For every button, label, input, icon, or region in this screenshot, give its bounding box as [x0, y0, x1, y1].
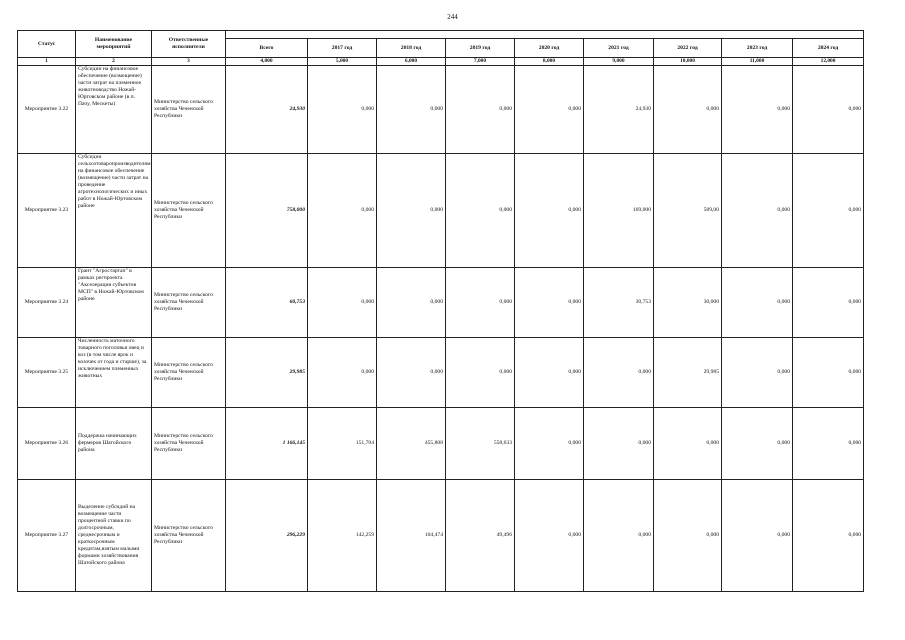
- row-status: Мероприятие 3.27: [18, 479, 76, 591]
- column-number: 3: [152, 58, 226, 66]
- row-value: 0,000: [722, 479, 793, 591]
- row-value: 0,000: [515, 479, 584, 591]
- column-number: 9,000: [584, 58, 654, 66]
- row-executor: Министерство сельского хозяйства Чеченской Республики: [152, 153, 226, 267]
- row-value: 558,633: [446, 407, 515, 479]
- row-executor: Министерство сельского хозяйства Чеченской Республики: [152, 267, 226, 337]
- header-year: 2023 год: [722, 39, 793, 58]
- row-value: 151,704: [308, 407, 377, 479]
- row-value: 0,000: [515, 267, 584, 337]
- column-number: 8,000: [515, 58, 584, 66]
- row-value: 0,000: [515, 65, 584, 153]
- row-total: 1 166,145: [226, 407, 308, 479]
- row-status: Мероприятие 3.25: [18, 337, 76, 407]
- row-value: 142,259: [308, 479, 377, 591]
- header-year: 2024 год: [793, 39, 864, 58]
- row-total: 29,985: [226, 337, 308, 407]
- row-value: 0,000: [584, 337, 654, 407]
- row-value: 49,496: [446, 479, 515, 591]
- row-value: 0,000: [722, 337, 793, 407]
- row-value: 0,000: [308, 267, 377, 337]
- table-row: [18, 153, 864, 267]
- row-status: Мероприятие 3.23: [18, 153, 76, 267]
- page-number: 244: [447, 13, 458, 21]
- budget-table: [17, 30, 864, 592]
- row-value: 0,000: [377, 65, 446, 153]
- row-value: 0,000: [446, 337, 515, 407]
- row-value: 0,000: [377, 153, 446, 267]
- table-row: [18, 407, 864, 479]
- header-year: 2017 год: [308, 39, 377, 58]
- row-status: Мероприятие 3.22: [18, 65, 76, 153]
- column-number: 12,000: [793, 58, 864, 66]
- row-value: 0,000: [308, 153, 377, 267]
- row-value: 0,000: [446, 267, 515, 337]
- row-value: 0,000: [308, 337, 377, 407]
- row-value: 0,000: [446, 153, 515, 267]
- row-name: Субсидии на финансовое обеспечение (возмещение) части затрат на племенное животноводство Ножай-Юртовском районе (в п. Пачу, Мескеты): [76, 65, 152, 153]
- row-value: 0,000: [722, 65, 793, 153]
- row-value: 0,000: [793, 65, 864, 153]
- header-year: 2021 год: [584, 39, 654, 58]
- row-value: 0,000: [584, 479, 654, 591]
- header-name: Наименование мероприятий: [76, 31, 152, 58]
- row-value: 0,000: [308, 65, 377, 153]
- row-value: 0,000: [793, 153, 864, 267]
- row-value: 0,000: [654, 65, 722, 153]
- column-number: 5,000: [308, 58, 377, 66]
- row-value: 0,000: [377, 337, 446, 407]
- row-value: 0,000: [793, 479, 864, 591]
- row-total: 296,229: [226, 479, 308, 591]
- header-executors: Ответственные исполнители: [152, 31, 226, 58]
- row-executor: Министерство сельского хозяйства Чеченской Республики: [152, 337, 226, 407]
- row-value: 104,474: [377, 479, 446, 591]
- column-number: 4,000: [226, 58, 308, 66]
- table-row: [18, 337, 864, 407]
- column-number-row: [18, 58, 864, 66]
- row-executor: Министерство сельского хозяйства Чеченской Республики: [152, 65, 226, 153]
- row-value: 0,000: [722, 153, 793, 267]
- row-value: 0,000: [377, 267, 446, 337]
- table-row: [18, 267, 864, 337]
- row-total: 24,930: [226, 65, 308, 153]
- row-value: 0,000: [654, 407, 722, 479]
- row-value: 0,000: [793, 407, 864, 479]
- row-name: Поддержка начинающих фермеров Шатойского района: [76, 407, 152, 479]
- row-status: Мероприятие 3.26: [18, 407, 76, 479]
- row-name: Грант "Агростартап" в рамках регпроекта "Акселерация субъектов МСП" в Ножай-Юртовском районе: [76, 267, 152, 337]
- table-row: [18, 479, 864, 591]
- row-value: 0,000: [515, 337, 584, 407]
- column-number: 2: [76, 58, 152, 66]
- row-value: 24,930: [584, 65, 654, 153]
- row-value: 589,00: [654, 153, 722, 267]
- column-number: 10,000: [654, 58, 722, 66]
- header-status: Статус: [18, 31, 76, 58]
- row-value: 169,000: [584, 153, 654, 267]
- header-row-top: [18, 31, 864, 39]
- row-name: Выделение субсидий на возмещение части процентной ставки по долгосрочным, среднесрочным и краткосрочным кредитам,взятым малыми формами хозяйствования Шатойского района: [76, 479, 152, 591]
- row-value: 0,000: [722, 407, 793, 479]
- row-value: 0,000: [793, 267, 864, 337]
- row-value: 29,985: [654, 337, 722, 407]
- row-value: 0,000: [722, 267, 793, 337]
- column-number: 6,000: [377, 58, 446, 66]
- row-total: 758,000: [226, 153, 308, 267]
- row-value: 0,000: [654, 479, 722, 591]
- row-value: 0,000: [446, 65, 515, 153]
- header-year: 2020 год: [515, 39, 584, 58]
- table-row: [18, 65, 864, 153]
- header-year: 2022 год: [654, 39, 722, 58]
- row-value: 455,808: [377, 407, 446, 479]
- column-number: 7,000: [446, 58, 515, 66]
- row-value: 0,000: [515, 407, 584, 479]
- header-year: 2019 год: [446, 39, 515, 58]
- row-value: 0,000: [515, 153, 584, 267]
- row-name: [76, 337, 152, 407]
- row-executor: Министерство сельского хозяйства Чеченской Республики: [152, 407, 226, 479]
- row-executor: Министерство сельского хозяйства Чеченской Республики: [152, 479, 226, 591]
- row-value: 0,000: [584, 407, 654, 479]
- header-funding-group: [226, 31, 864, 39]
- row-name-text: Численность маточного товарного поголовья овец и коз (в том числе ярок и козочек от года и старше), за исключением племенных животных: [78, 337, 147, 379]
- row-value: 30,000: [654, 267, 722, 337]
- row-value: 0,000: [793, 337, 864, 407]
- row-total: 60,753: [226, 267, 308, 337]
- header-year: 2018 год: [377, 39, 446, 58]
- column-number: 11,000: [722, 58, 793, 66]
- row-value: 30,753: [584, 267, 654, 337]
- header-total: Всего: [226, 39, 308, 58]
- column-number: 1: [18, 58, 76, 66]
- row-status: Мероприятие 3.24: [18, 267, 76, 337]
- row-name: Субсидии сельхозтоваропроизводителям на финансовое обеспечение (возмещение) части затрат на проведение агротехнологических и иных работ в Ножай-Юртовском районе: [76, 153, 152, 267]
